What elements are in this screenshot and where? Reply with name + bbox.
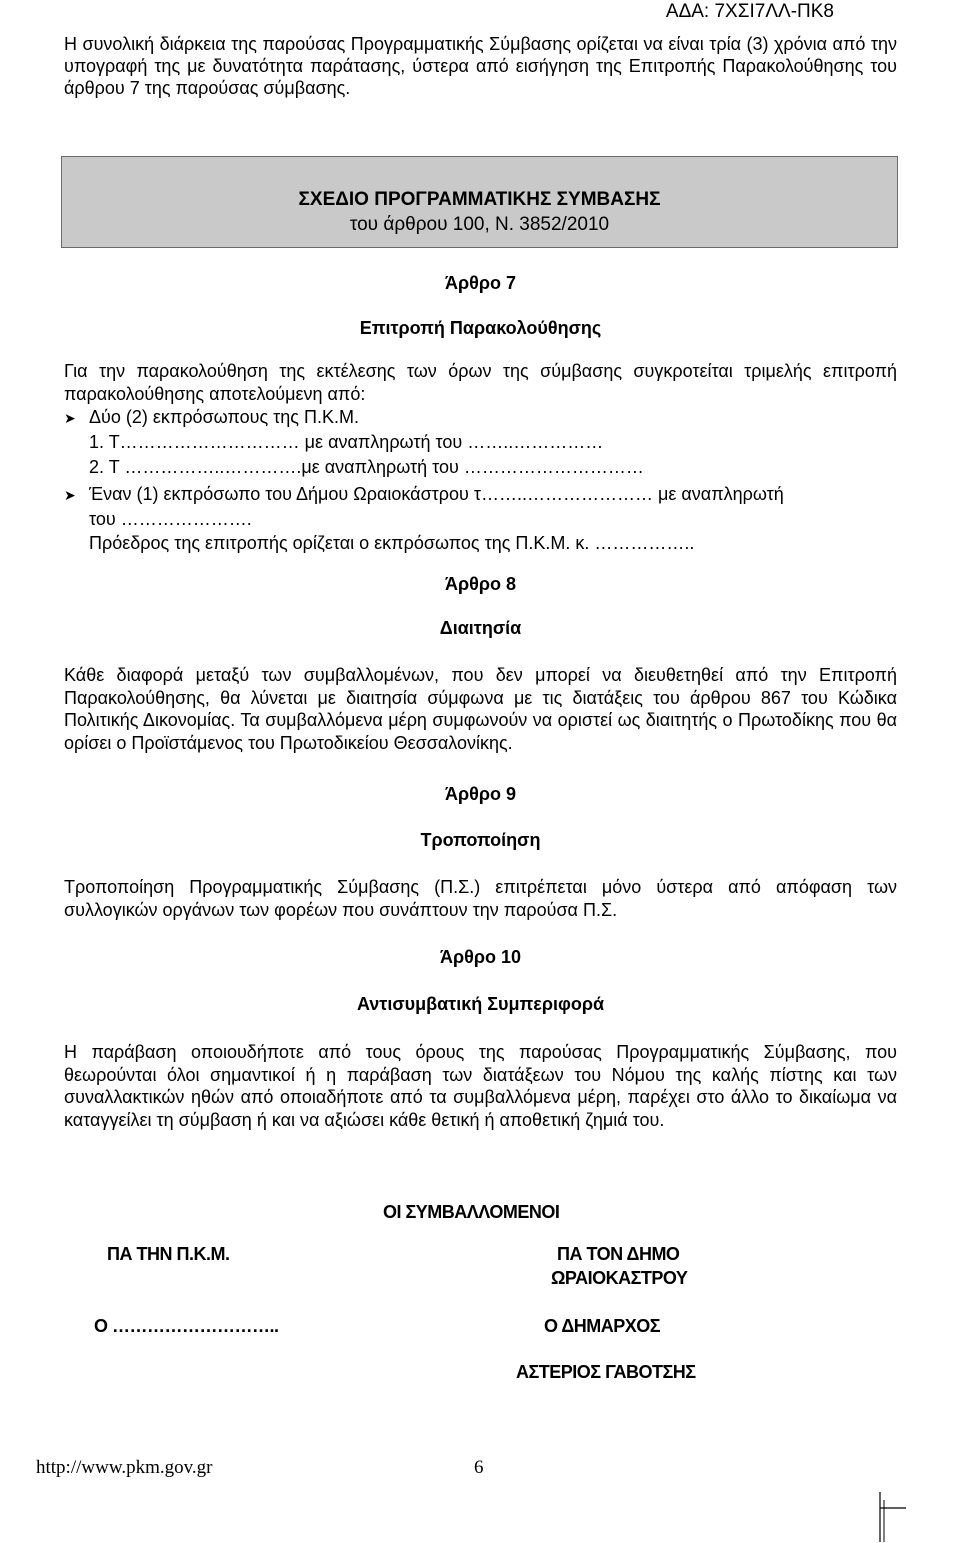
article-8-title: Διαιτησία <box>439 618 522 638</box>
contract-banner <box>61 156 898 248</box>
member-item-2: 2. Τ ……………..………….με αναπληρωτή του ………………………… <box>89 457 644 477</box>
article-10-text: Η παράβαση οποιουδήποτε από τους όρους της παρούσας Προγραμματικής Σύμβασης, που θεωρούνται όλοι σημαντικοί ή η παράβαση των διατάξεων του Νόμου της καλής πίστης και των συναλλακτικών ηθών από οποιαδήποτε από τα συμβαλλόμενα μέρη, παρέχει στο άλλο το δικαίωμα να καταγγείλει τη σύμβαση ή και να αξιώσει κάθε θετική ή αποθετική ζημιά του. <box>64 1042 897 1130</box>
article-7-intro: Για την παρακολούθηση της εκτέλεσης των όρων της σύμβασης συγκροτείται τριμελής επιτροπή παρακολούθησης αποτελούμενη από: <box>64 361 897 404</box>
article-9-heading: Άρθρο 9 <box>444 784 516 804</box>
committee-president: Πρόεδρος της επιτροπής ορίζεται ο εκπρόσωπος της Π.Κ.Μ. κ. …………….. <box>89 533 695 553</box>
bullet-pkm-representatives: Δύο (2) εκπρόσωπους της Π.Κ.Μ. <box>89 407 359 427</box>
page-number: 6 <box>474 1457 484 1478</box>
left-party: ΠΑ ΤΗΝ Π.Κ.Μ. <box>107 1244 230 1264</box>
banner-subtitle: του άρθρου 100, Ν. 3852/2010 <box>349 214 610 235</box>
right-party-line1: ΠΑ ΤΟΝ ΔΗΜΟ <box>557 1244 680 1264</box>
article-7-heading: Άρθρο 7 <box>444 273 516 293</box>
article-9-text: Τροποποίηση Προγραμματικής Σύμβασης (Π.Σ.) επιτρέπεται μόνο ύστερα από απόφαση των συλλογικών οργάνων των φορέων που συνάπτουν την παρούσα Π.Σ. <box>64 877 897 920</box>
article-9-title: Τροποποίηση <box>420 830 541 850</box>
arrow-bullet-icon: ➤ <box>64 410 76 426</box>
bullet-municipality-line2: του …………………. <box>89 509 252 529</box>
footer-url: http://www.pkm.gov.gr <box>36 1457 213 1478</box>
signatures-title: ΟΙ ΣΥΜΒΑΛΛΟΜΕΝΟΙ <box>383 1202 560 1222</box>
ada-code: ΑΔΑ: 7ΧΣΙ7ΛΛ-ΠΚ8 <box>665 1 834 22</box>
article-8-text: Κάθε διαφορά μεταξύ των συμβαλλομένων, που δεν μπορεί να διευθετηθεί από την Επιτροπή Παρακολούθησης, θα λύνεται με διαιτησία σύμφωνα με τις διατάξεις του άρθρου 867 του Κώδικα Πολιτικής Δικονομίας. Τα συμβαλλόμενα μέρη συμφωνούν να οριστεί ως διαιτητής ο Πρωτοδίκης που θα ορίσει ο Προϊστάμενος του Πρωτοδικείου Θεσσαλονίκης. <box>64 665 897 753</box>
arrow-bullet-icon: ➤ <box>64 487 76 503</box>
right-signer: Ο ΔΗΜΑΡΧΟΣ <box>544 1316 661 1336</box>
right-party-line2: ΩΡΑΙΟΚΑΣΤΡΟΥ <box>551 1268 688 1288</box>
member-item-1: 1. Τ………………………… με αναπληρωτή του ……..…………… <box>89 432 604 452</box>
right-signer-name: ΑΣΤΕΡΙΟΣ ΓΑΒΟΤΣΗΣ <box>516 1362 696 1382</box>
left-signer: Ο ……………………….. <box>94 1316 279 1336</box>
corner-mark <box>870 1492 910 1542</box>
article-7-title: Επιτροπή Παρακολούθησης <box>359 318 602 338</box>
article-10-title: Αντισυμβατική Συμπεριφορά <box>356 994 605 1014</box>
bullet-municipality-line1: Έναν (1) εκπρόσωπο του Δήμου Ωραιοκάστρου τ……..………………… με αναπληρωτή <box>89 484 784 504</box>
banner-title: ΣΧΕΔΙΟ ΠΡΟΓΡΑΜΜΑΤΙΚΗΣ ΣΥΜΒΑΣΗΣ <box>298 189 661 210</box>
article-10-heading: Άρθρο 10 <box>439 947 522 967</box>
intro-paragraph: Η συνολική διάρκεια της παρούσας Προγραμματικής Σύμβασης ορίζεται να είναι τρία (3) χρόνια από την υπογραφή της με δυνατότητα παράτασης, ύστερα από εισήγηση της Επιτροπής Παρακολούθησης του άρθρου 7 της παρούσας σύμβασης. <box>64 34 897 98</box>
article-8-heading: Άρθρο 8 <box>444 574 516 594</box>
